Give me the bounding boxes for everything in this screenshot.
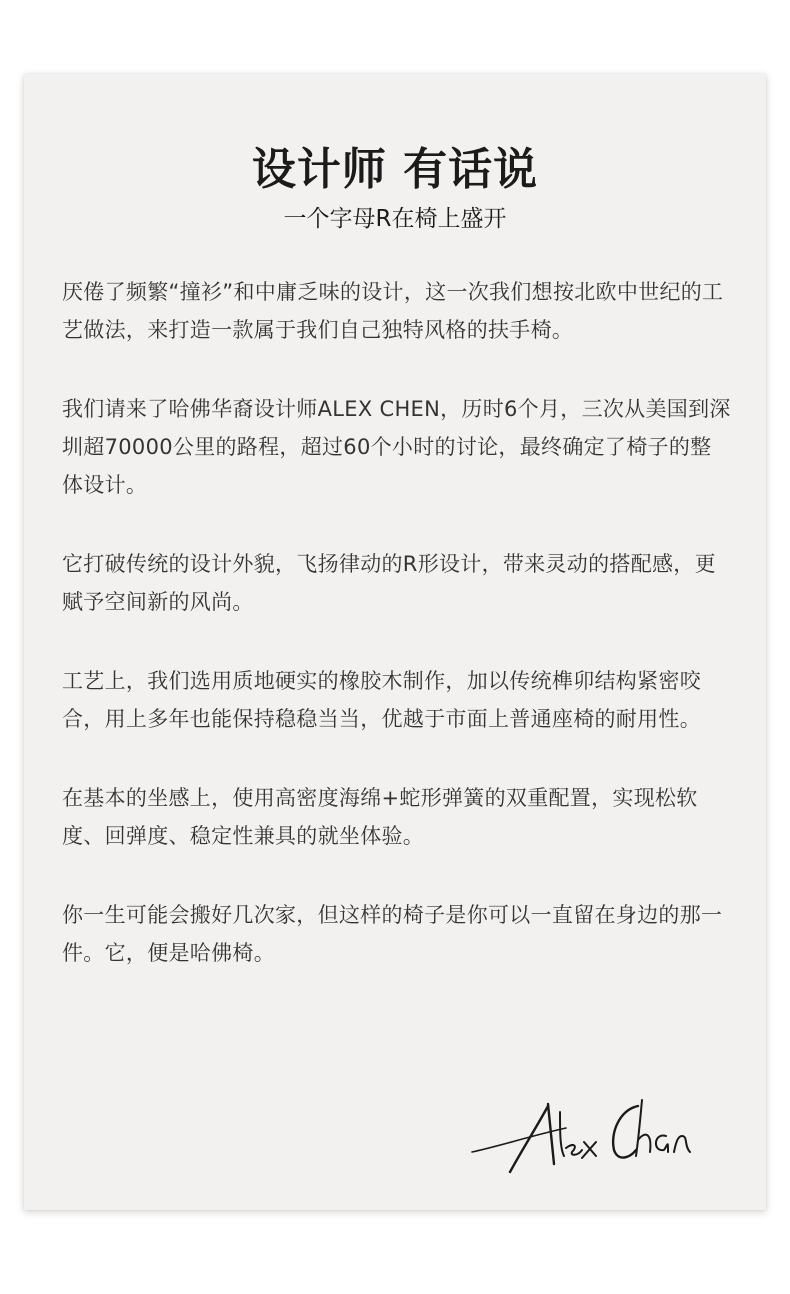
- paragraph: 我们请来了哈佛华裔设计师ALEX CHEN，历时6个月，三次从美国到深圳超70000公里的路程，超过60个小时的讨论，最终确定了椅子的整体设计。: [62, 397, 731, 497]
- page-title: 设计师 有话说: [251, 144, 539, 195]
- body-text: [62, 273, 732, 1013]
- paragraph: 你一生可能会搬好几次家，但这样的椅子是你可以一直留在身边的那一件。它，便是哈佛椅。: [62, 903, 723, 965]
- paragraph: 工艺上，我们选用质地硬实的橡胶木制作，加以传统榫卯结构紧密咬合，用上多年也能保持稳稳当当，优越于市面上普通座椅的耐用性。: [62, 669, 701, 731]
- paragraph: 在基本的坐感上，使用高密度海绵+蛇形弹簧的双重配置，实现松软度、回弹度、稳定性兼具的就坐体验。: [62, 786, 698, 848]
- handwritten-signature: [470, 1092, 702, 1184]
- paragraph: 厌倦了频繁“撞衫”和中庸乏味的设计，这一次我们想按北欧中世纪的工艺做法，来打造一款属于我们自己独特风格的扶手椅。: [62, 280, 724, 342]
- paragraph: 它打破传统的设计外貌，飞扬律动的R形设计，带来灵动的搭配感，更赋予空间新的风尚。: [62, 552, 716, 614]
- page-subtitle: 一个字母R在椅上盛开: [283, 206, 507, 232]
- designer-note-card: [24, 74, 766, 1210]
